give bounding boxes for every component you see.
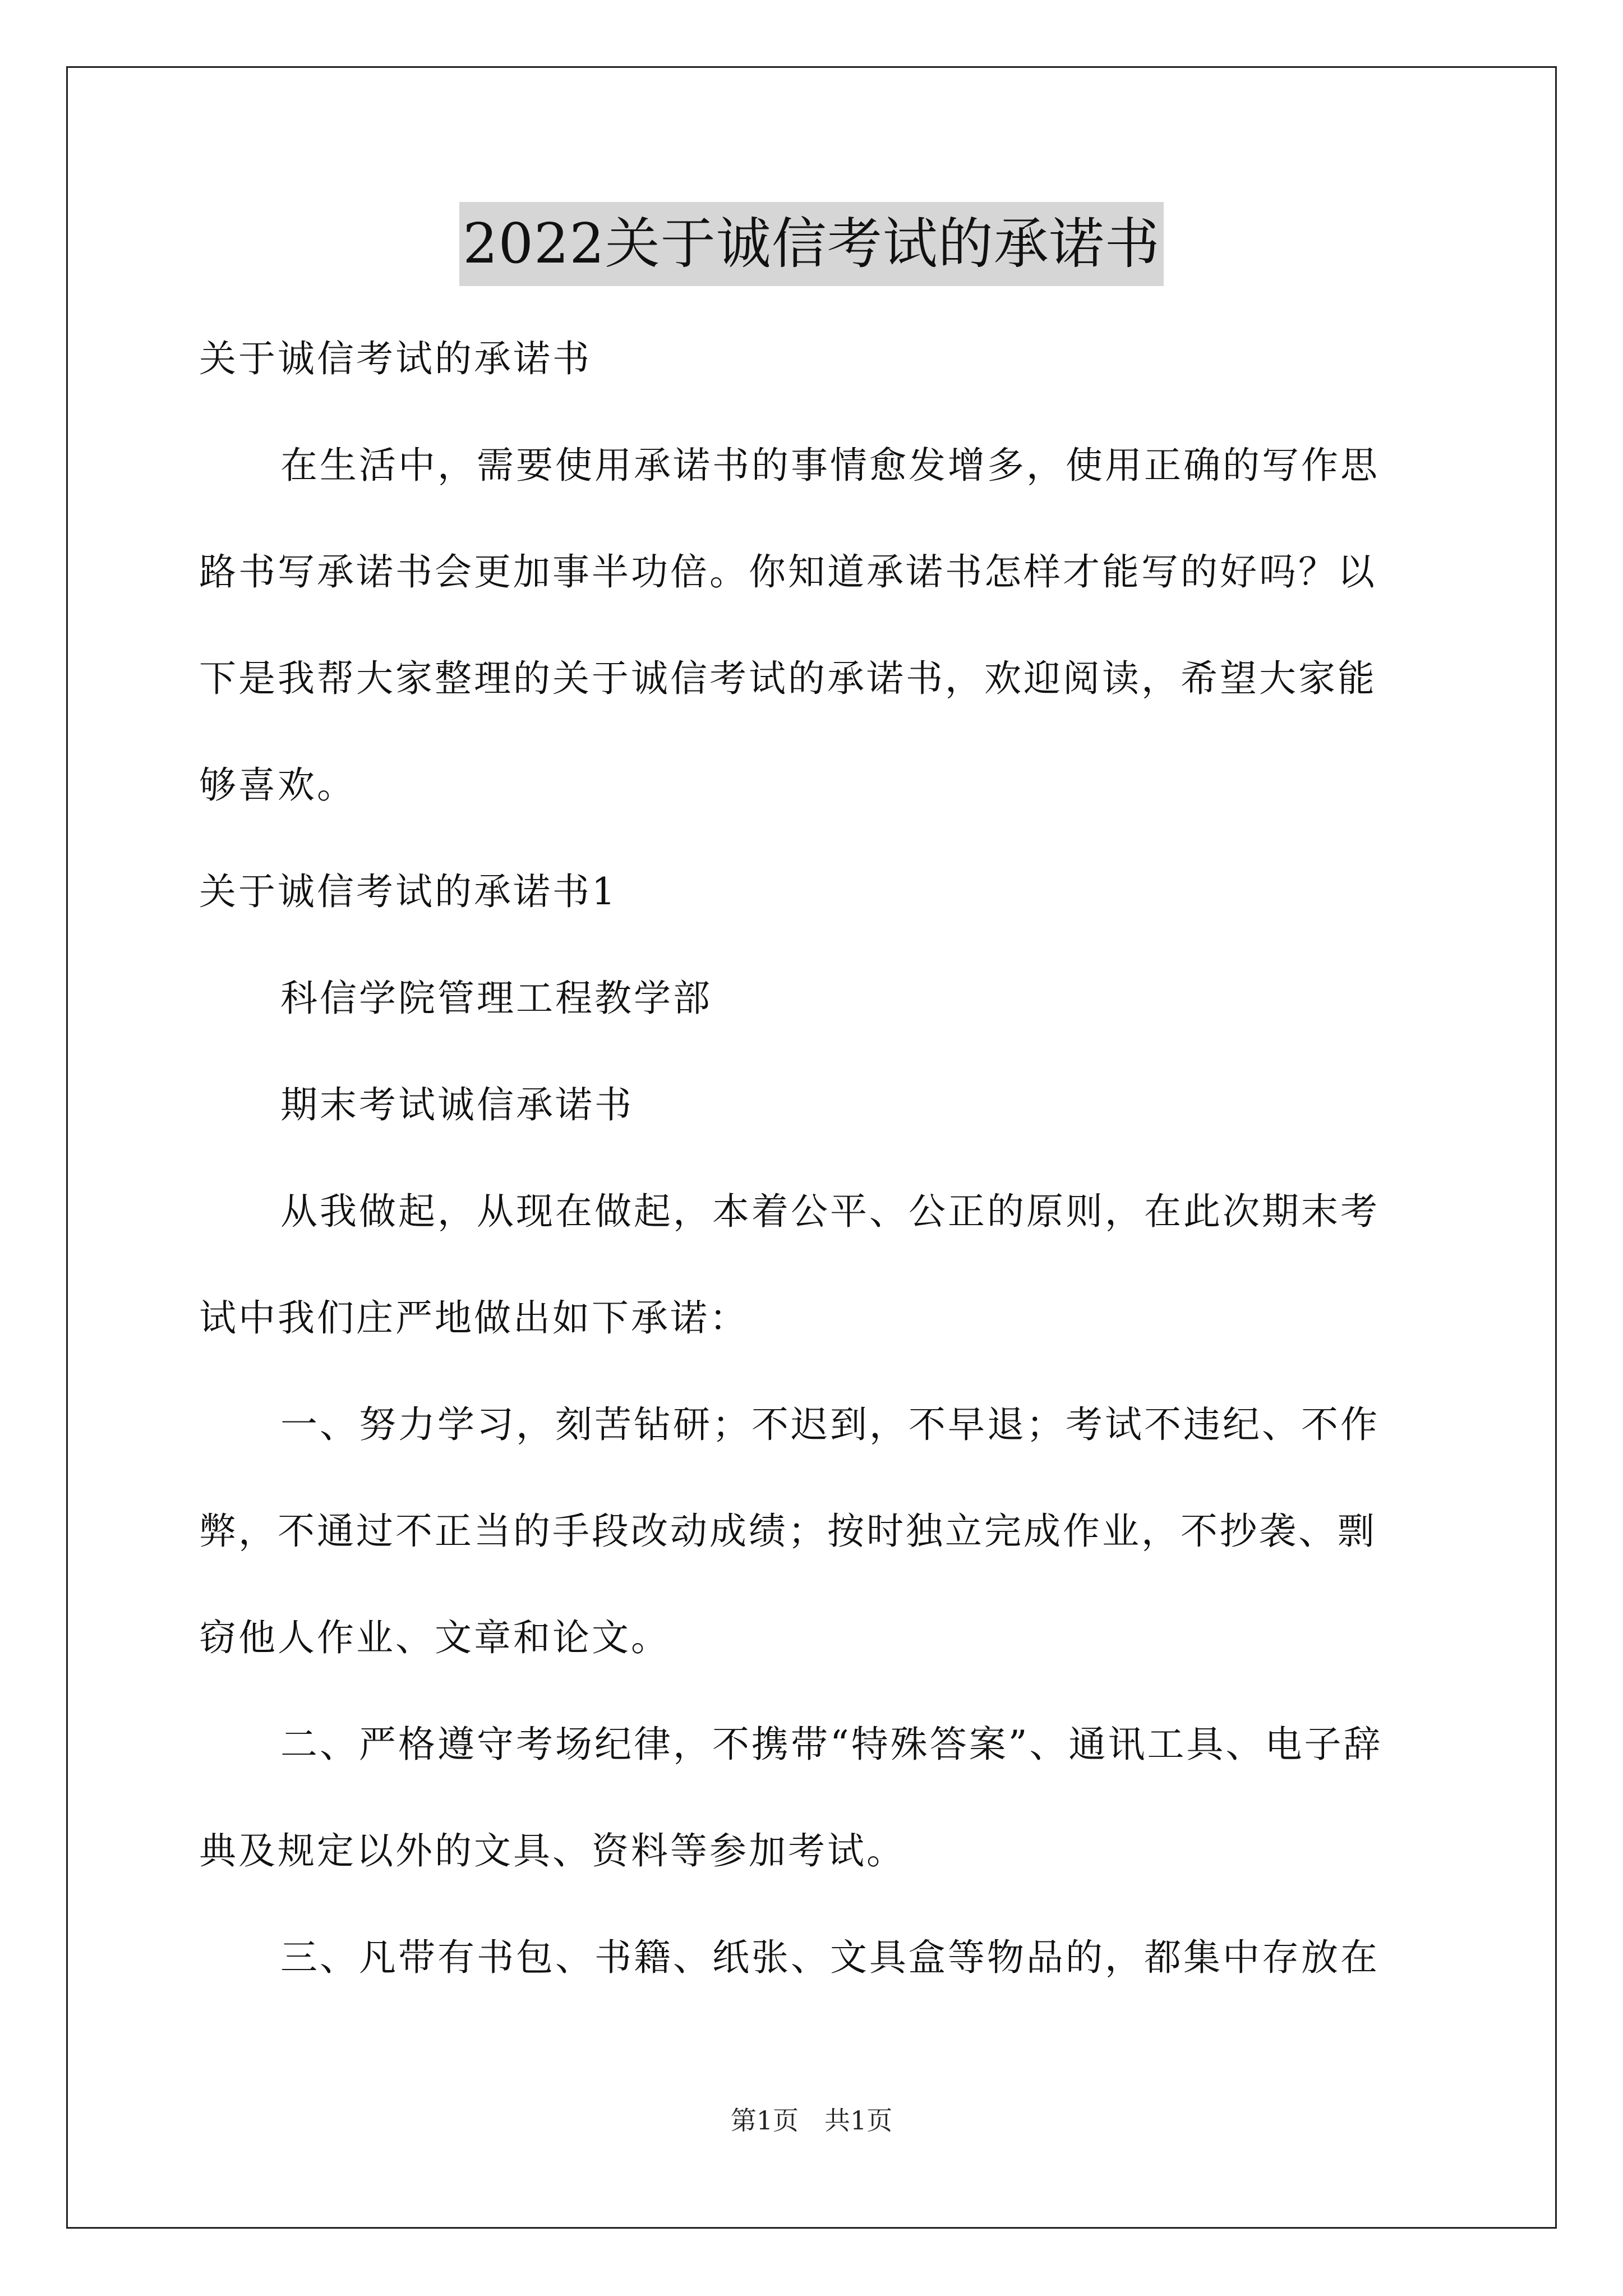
text-line: 关于诚信考试的承诺书1 (199, 870, 617, 913)
text-line: 在生活中，需要使用承诺书的事情愈发增多，使用正确的写作思 (280, 444, 1380, 487)
document-title: 2022关于诚信考试的承诺书 (459, 202, 1163, 286)
text-line: 关于诚信考试的承诺书 (199, 337, 592, 380)
text-line: 窃他人作业、文章和论文。 (199, 1616, 670, 1659)
text-line: 期末考试诚信承诺书 (280, 1083, 634, 1126)
text-line: 一、努力学习，刻苦钻研；不迟到，不早退；考试不违纪、不作 (280, 1403, 1380, 1446)
text-line: 典及规定以外的文具、资料等参加考试。 (199, 1829, 906, 1872)
text-line: 从我做起，从现在做起，本着公平、公正的原则，在此次期末考 (280, 1190, 1380, 1233)
text-line: 下是我帮大家整理的关于诚信考试的承诺书，欢迎阅读，希望大家能 (199, 657, 1377, 700)
document-body (199, 306, 1433, 2011)
title-container (0, 202, 1623, 286)
text-line: 弊，不通过不正当的手段改动成绩；按时独立完成作业，不抄袭、剽 (199, 1510, 1377, 1553)
text-line: 二、严格遵守考场纪律，不携带“特殊答案”、通讯工具、电子辞 (280, 1723, 1383, 1766)
text-line: 路书写承诺书会更加事半功倍。你知道承诺书怎样才能写的好吗？以 (199, 550, 1377, 593)
text-line: 三、凡带有书包、书籍、纸张、文具盒等物品的，都集中存放在 (280, 1936, 1380, 1979)
page-footer: 第1页 共1页 (730, 2105, 893, 2136)
text-line: 科信学院管理工程教学部 (280, 977, 712, 1020)
text-line: 够喜欢。 (199, 763, 356, 807)
text-line: 试中我们庄严地做出如下承诺： (199, 1296, 749, 1340)
